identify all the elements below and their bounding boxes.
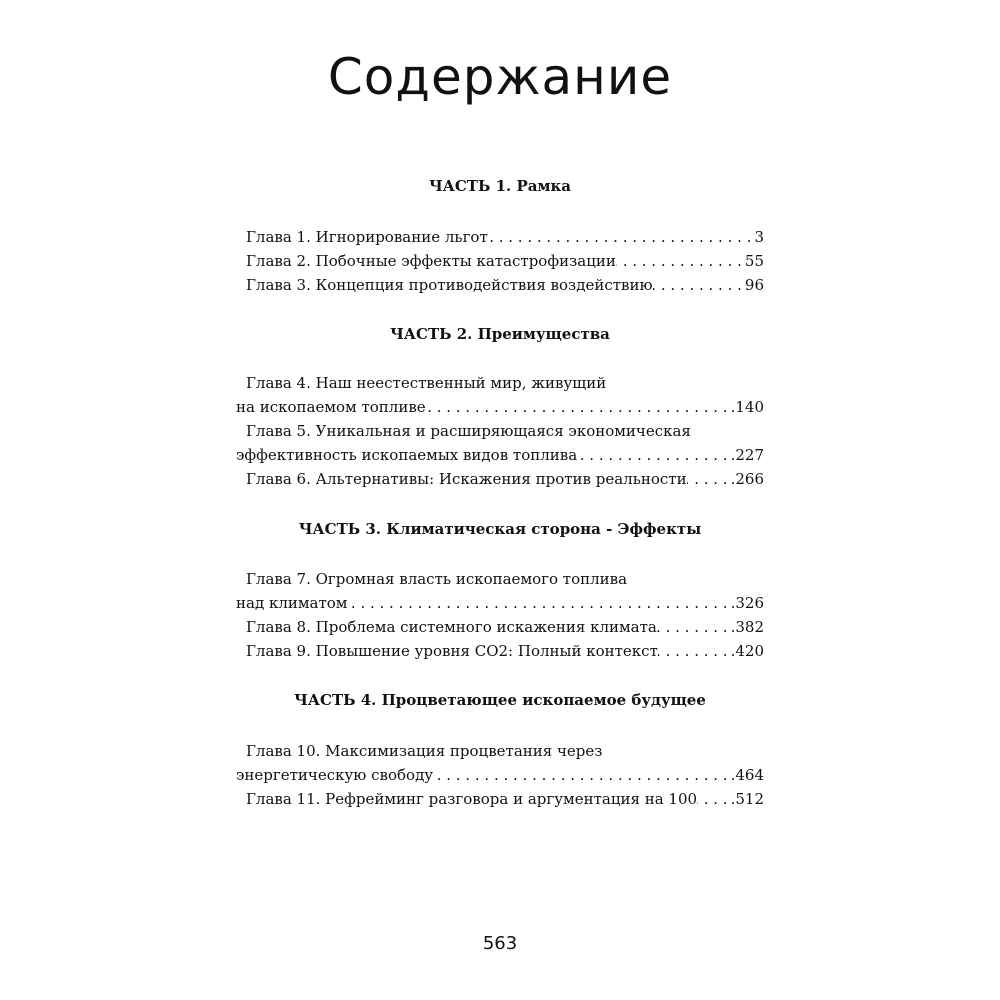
chapter-page-number: 96 xyxy=(744,276,764,294)
dot-leader xyxy=(433,765,730,785)
chapter-page-number: .266 xyxy=(730,470,764,488)
chapter-title: энергетическую свободу xyxy=(236,766,434,784)
chapter-title-line[interactable]: Глава 10. Максимизация процветания через xyxy=(246,742,603,760)
part-heading: ЧАСТЬ 1. Рамка xyxy=(428,177,572,195)
chapter-title: Глава 1. Игнорирование льгот xyxy=(246,228,488,246)
chapter-page-number: .227 xyxy=(730,446,764,464)
toc-entry[interactable] xyxy=(236,593,764,613)
chapter-page-number: 55 xyxy=(744,252,764,270)
toc-entry[interactable] xyxy=(246,789,764,809)
chapter-page-number: .512 xyxy=(730,790,764,808)
toc-entry[interactable] xyxy=(236,397,764,417)
dot-leader xyxy=(657,617,731,637)
page-title: Содержание xyxy=(327,48,673,106)
toc-entry[interactable] xyxy=(246,227,764,247)
chapter-title: Глава 6. Альтернативы: Искажения против реальности xyxy=(246,470,687,488)
dot-leader xyxy=(577,445,730,465)
chapter-title: эффективность ископаемых видов топлива xyxy=(236,446,578,464)
chapter-title-line[interactable]: Глава 4. Наш неестественный мир, живущий xyxy=(246,374,607,392)
chapter-page-number: .326 xyxy=(730,594,764,612)
chapter-title: Глава 9. Повышение уровня CO2: Полный контекст xyxy=(246,642,658,660)
toc-entry[interactable] xyxy=(246,275,764,295)
dot-leader xyxy=(347,593,730,613)
chapter-title: на ископаемом топливе xyxy=(236,398,426,416)
dot-leader xyxy=(697,789,731,809)
dot-leader xyxy=(616,251,745,271)
dot-leader xyxy=(658,641,731,661)
chapter-page-number: .140 xyxy=(730,398,764,416)
chapter-title-line[interactable]: Глава 7. Огромная власть ископаемого топлива xyxy=(246,570,628,588)
chapter-page-number: 3 xyxy=(754,228,764,246)
part-heading: ЧАСТЬ 3. Климатическая сторона - Эффекты xyxy=(298,520,702,538)
page-number: 563 xyxy=(482,933,518,954)
dot-leader xyxy=(687,469,731,489)
dot-leader xyxy=(653,275,745,295)
dot-leader xyxy=(426,397,731,417)
toc-entry[interactable] xyxy=(246,641,764,661)
toc-entry[interactable] xyxy=(246,469,764,489)
chapter-title: Глава 2. Побочные эффекты катастрофизации xyxy=(246,252,616,270)
dot-leader xyxy=(488,227,755,247)
chapter-title: Глава 11. Рефрейминг разговора и аргументация на 100 xyxy=(246,790,698,808)
chapter-title: над климатом xyxy=(236,594,348,612)
chapter-page-number: .420 xyxy=(730,642,764,660)
toc-entry[interactable] xyxy=(246,617,764,637)
chapter-title-line[interactable]: Глава 5. Уникальная и расширяющаяся экономическая xyxy=(246,422,691,440)
part-heading: ЧАСТЬ 4. Процветающее ископаемое будущее xyxy=(294,691,706,709)
chapter-title: Глава 8. Проблема системного искажения климата xyxy=(246,618,657,636)
part-heading: ЧАСТЬ 2. Преимущества xyxy=(390,325,610,343)
chapter-page-number: .464 xyxy=(730,766,764,784)
chapter-title: Глава 3. Концепция противодействия воздействию xyxy=(246,276,653,294)
chapter-page-number: .382 xyxy=(730,618,764,636)
toc-entry[interactable] xyxy=(246,251,764,271)
toc-entry[interactable] xyxy=(236,765,764,785)
toc-entry[interactable] xyxy=(236,445,764,465)
